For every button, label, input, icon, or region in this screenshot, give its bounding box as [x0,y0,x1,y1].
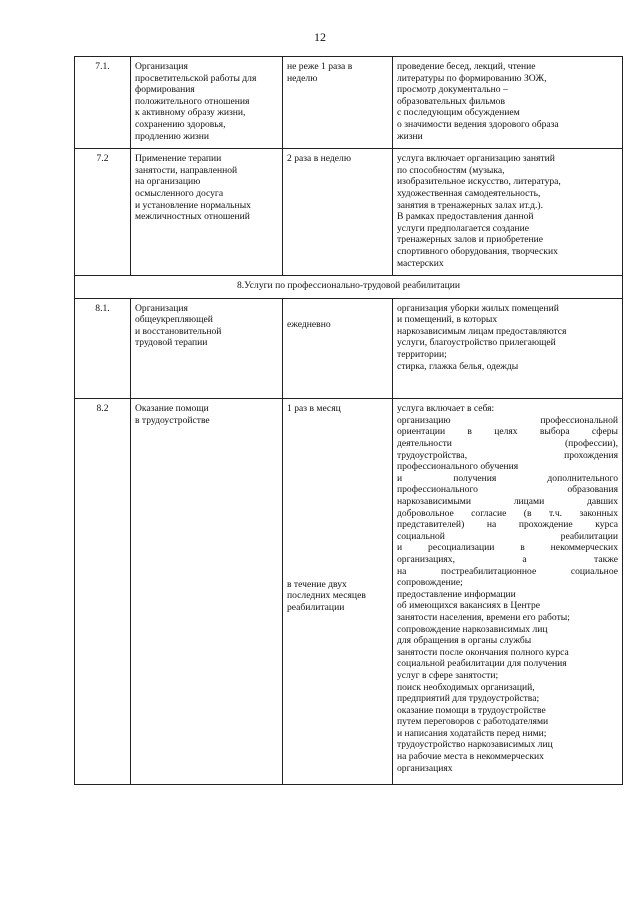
service-description [393,57,623,149]
text-line: В рамках предоставления данной [397,211,534,223]
text-line: в трудоустройстве [135,414,210,426]
text-line: и помещений, в которых [397,314,498,326]
text-line: предприятий для трудоустройства; [397,693,540,705]
text-line: территории; [397,349,447,361]
text-line: ориентации в целях выбора сферы [397,426,618,438]
text-line: Оказание помощи [135,403,209,415]
text-line: и восстановительной [135,325,222,337]
service-name [131,57,283,149]
text-line: услуга включает организацию занятий [397,153,555,165]
text-line: межличностных отношений [135,211,250,223]
text-line: занятия в тренажерных залах ит.д.). [397,199,543,211]
text-line: и написания ходатайств перед ними; [397,727,547,739]
text-line: положительного отношения [135,95,250,107]
text-line: образовательных фильмов [397,95,505,107]
row-number: 8.2 [75,399,131,785]
service-description [393,298,623,399]
text-line: с последующим обсуждением [397,107,520,119]
text-line: Применение терапии [135,153,222,165]
text-line: деятельности (профессии), [397,438,618,450]
frequency-final-months [287,579,388,614]
description-plain [397,589,618,775]
service-name [131,298,283,399]
text-line: неделю [287,72,318,84]
text-line: услуги предполагается создание [397,222,530,234]
text-line: оказание помощи в трудоустройстве [397,704,546,716]
text-line: последних месяцев [287,590,366,602]
table-row [75,399,623,785]
service-frequency [283,399,393,785]
text-line: сопровождение наркозависимых лиц [397,623,548,635]
text-line: представителей) на прохождение курса [397,519,618,531]
text-line: занятости, направленной [135,164,238,176]
section-title: 8.Услуги по профессионально-трудовой реабилитации [75,276,623,299]
text-line: услуги, благоустройство прилегающей [397,337,556,349]
text-line: реабилитации [287,602,345,614]
text-line: спортивного оборудования, творческих [397,245,558,257]
text-line: 2 раза в неделю [287,153,351,165]
text-line: ежедневно [287,318,331,330]
services-table [74,56,623,785]
service-frequency [283,149,393,276]
text-line: 1 раз в месяц [287,403,341,415]
service-frequency [283,57,393,149]
text-line: сопровождение; [397,577,463,589]
text-line: в течение двух [287,578,347,590]
text-line: жизни [397,130,423,142]
text-line: и получения дополнительного [397,472,618,484]
text-line: организацию профессиональной [397,414,618,426]
text-line: социальной реабилитации для получения [397,658,567,670]
text-line: на постреабилитационное социальное [397,565,618,577]
service-description [393,399,623,785]
text-line: и установление нормальных [135,199,251,211]
text-line: литературы по формированию ЗОЖ, [397,72,547,84]
text-line: и ресоциализации в некоммерческих [397,542,618,554]
text-line: на организацию [135,176,201,188]
service-description [393,149,623,276]
table-row [75,149,623,276]
text-line: тренажерных залов и приобретение [397,234,544,246]
text-line: проведение бесед, лекций, чтение [397,61,536,72]
text-line: продлению жизни [135,130,210,142]
service-name [131,399,283,785]
text-line: просветительской работы для [135,72,257,84]
text-line: художественная самодеятельность, [397,187,541,199]
text-line: о значимости ведения здорового образа [397,118,559,130]
text-line: мастерских [397,257,444,269]
text-line: организация уборки жилых помещений [397,302,559,314]
text-line: изобразительное искусство, литература, [397,176,561,188]
row-number: 7.2 [75,149,131,276]
text-line: не реже 1 раза в [287,61,353,72]
text-line: добровольное согласие (в т.ч. законных [397,507,618,519]
text-line: профессионального обучения [397,461,519,473]
row-number: 8.1. [75,298,131,399]
text-line: услуга включает в себя: [397,403,495,415]
text-line: общеукрепляющей [135,314,213,326]
text-line: организациях [397,762,453,774]
text-line: трудоустройство наркозависимых лиц [397,739,553,751]
text-line: организациях, а также [397,553,618,565]
row-number: 7.1. [75,57,131,149]
text-line: социальной реабилитации [397,530,618,542]
description-justified [397,403,618,589]
service-name [131,149,283,276]
section-header-row [75,276,623,299]
text-line: Организация [135,302,188,314]
text-line: просмотр документально – [397,84,508,96]
text-line: для обращения в органы службы [397,635,532,647]
text-line: предоставление информации [397,588,516,600]
service-frequency [283,298,393,399]
text-line: к активному образу жизни, [135,107,246,119]
text-line: наркозависимым лицам предоставляются [397,325,567,337]
page-number: 12 [314,30,326,44]
text-line: путем переговоров с работодателями [397,716,549,728]
text-line: стирка, глажка белья, одежды [397,360,519,372]
text-line: профессионального образования [397,484,618,496]
text-line: сохранению здоровья, [135,118,226,130]
text-line: услуг в сфере занятости; [397,669,499,681]
text-line: трудовой терапии [135,337,208,349]
table-row [75,57,623,149]
frequency-monthly [287,403,388,415]
text-line: занятости населения, времени его работы; [397,611,570,623]
text-line: трудоустройства, прохождения [397,449,618,461]
table-row [75,298,623,399]
text-line: занятости после окончания полного курса [397,646,569,658]
text-line: об имеющихся вакансиях в Центре [397,600,541,612]
text-line: Организация [135,61,188,72]
text-line: по способностям (музыка, [397,164,505,176]
text-line: на рабочие места в некоммерческих [397,751,544,763]
text-line: формирования [135,84,195,96]
text-line: осмысленного досуга [135,187,224,199]
text-line: наркозависимыми лицами давших [397,496,618,507]
text-line: поиск необходимых организаций, [397,681,535,693]
